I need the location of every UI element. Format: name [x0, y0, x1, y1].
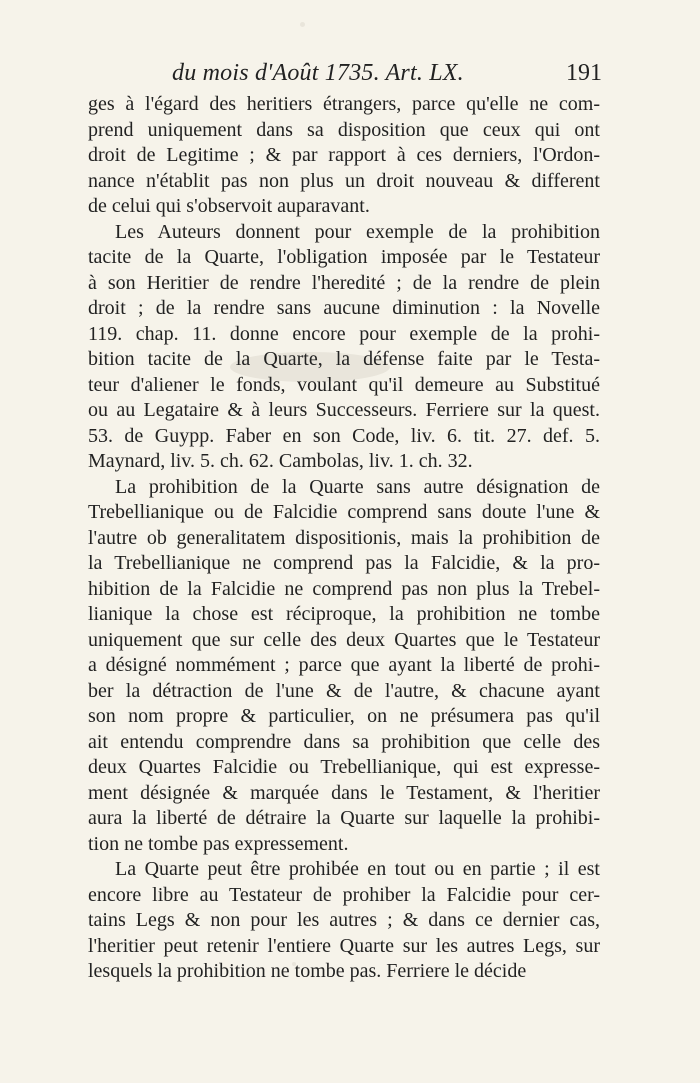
text-line: uniquement que sur celle des deux Quartes que le Testateur [88, 628, 600, 651]
text-line: encore libre au Testateur de prohiber la Falcidie pour cer- [88, 883, 600, 906]
paragraph [88, 857, 600, 985]
text-line: de celui qui s'observoit auparavant. [88, 195, 370, 217]
text-line: hibition de la Falcidie ne comprend pas non plus la Trebel- [88, 577, 600, 600]
text-line: Maynard, liv. 5. ch. 62. Cambolas, liv. 1. ch. 32. [88, 450, 473, 472]
text-line: droit ; de la rendre sans aucune diminution : la Novelle [88, 297, 600, 319]
text-line: ou au Legataire & à leurs Successeurs. Ferriere sur la quest. [88, 399, 600, 421]
text-line: tacite de la Quarte, l'obligation imposée par le Testateur [88, 246, 600, 268]
text-line: la Trebellianique ne comprend pas la Falcidie, & la pro- [88, 552, 600, 574]
paragraph [88, 220, 600, 475]
text-line: l'autre ob generalitatem dispositionis, mais la prohibition de [88, 526, 600, 549]
text-line: prend uniquement dans sa disposition que ceux qui ont [88, 118, 600, 141]
text-line: La prohibition de la Quarte sans autre désignation de [115, 475, 600, 498]
text-line: Trebellianique ou de Falcidie comprend sans doute l'une & [88, 501, 600, 523]
paragraph [88, 475, 600, 858]
text-line: 53. de Guypp. Faber en son Code, liv. 6. tit. 27. def. 5. [88, 424, 600, 447]
ink-spot [300, 22, 305, 27]
text-line: deux Quartes Falcidie ou Trebellianique, qui est expresse- [88, 756, 600, 778]
text-line: lesquels la prohibition ne tombe pas. Ferriere le décide [88, 960, 527, 982]
page-header [90, 60, 602, 92]
text-line: droit de Legitime ; & par rapport à ces derniers, l'Ordon- [88, 144, 600, 166]
text-line: bition tacite de la Quarte, la défense faite par le Testa- [88, 348, 600, 370]
page-number: 191 [566, 60, 602, 86]
text-line: 119. chap. 11. donne encore pour exemple de la prohi- [88, 322, 600, 345]
body-text [88, 92, 600, 985]
text-line: ment désignée & marquée dans le Testament, & l'heritier [88, 781, 600, 804]
text-line: ges à l'égard des heritiers étrangers, parce qu'elle ne com- [88, 93, 600, 115]
text-line: tains Legs & non pour les autres ; & dans ce dernier cas, [88, 909, 600, 931]
text-line: La Quarte peut être prohibée en tout ou en partie ; il est [115, 858, 600, 880]
paragraph [88, 92, 600, 220]
text-line: son nom propre & particulier, on ne présumera pas qu'il [88, 705, 600, 727]
text-line: à son Heritier de rendre l'heredité ; de la rendre de plein [88, 271, 600, 294]
text-line: a désigné nommément ; parce que ayant la liberté de prohi- [88, 654, 600, 676]
text-line: ait entendu comprendre dans sa prohibition que celle des [88, 730, 600, 753]
text-line: l'heritier peut retenir l'entiere Quarte sur les autres Legs, sur [88, 934, 600, 957]
text-line: lianique la chose est réciproque, la prohibition ne tombe [88, 603, 600, 625]
running-title: du mois d'Août 1735. Art. LX. [172, 60, 464, 86]
text-line: Les Auteurs donnent pour exemple de la prohibition [115, 220, 600, 243]
text-line: tion ne tombe pas expressement. [88, 832, 349, 855]
text-line: ber la détraction de l'une & de l'autre, & chacune ayant [88, 679, 600, 702]
text-line: teur d'aliener le fonds, voulant qu'il demeure au Substitué [88, 373, 600, 396]
text-line: aura la liberté de détraire la Quarte sur laquelle la prohibi- [88, 807, 600, 829]
text-line: nance n'établit pas non plus un droit nouveau & different [88, 169, 600, 192]
